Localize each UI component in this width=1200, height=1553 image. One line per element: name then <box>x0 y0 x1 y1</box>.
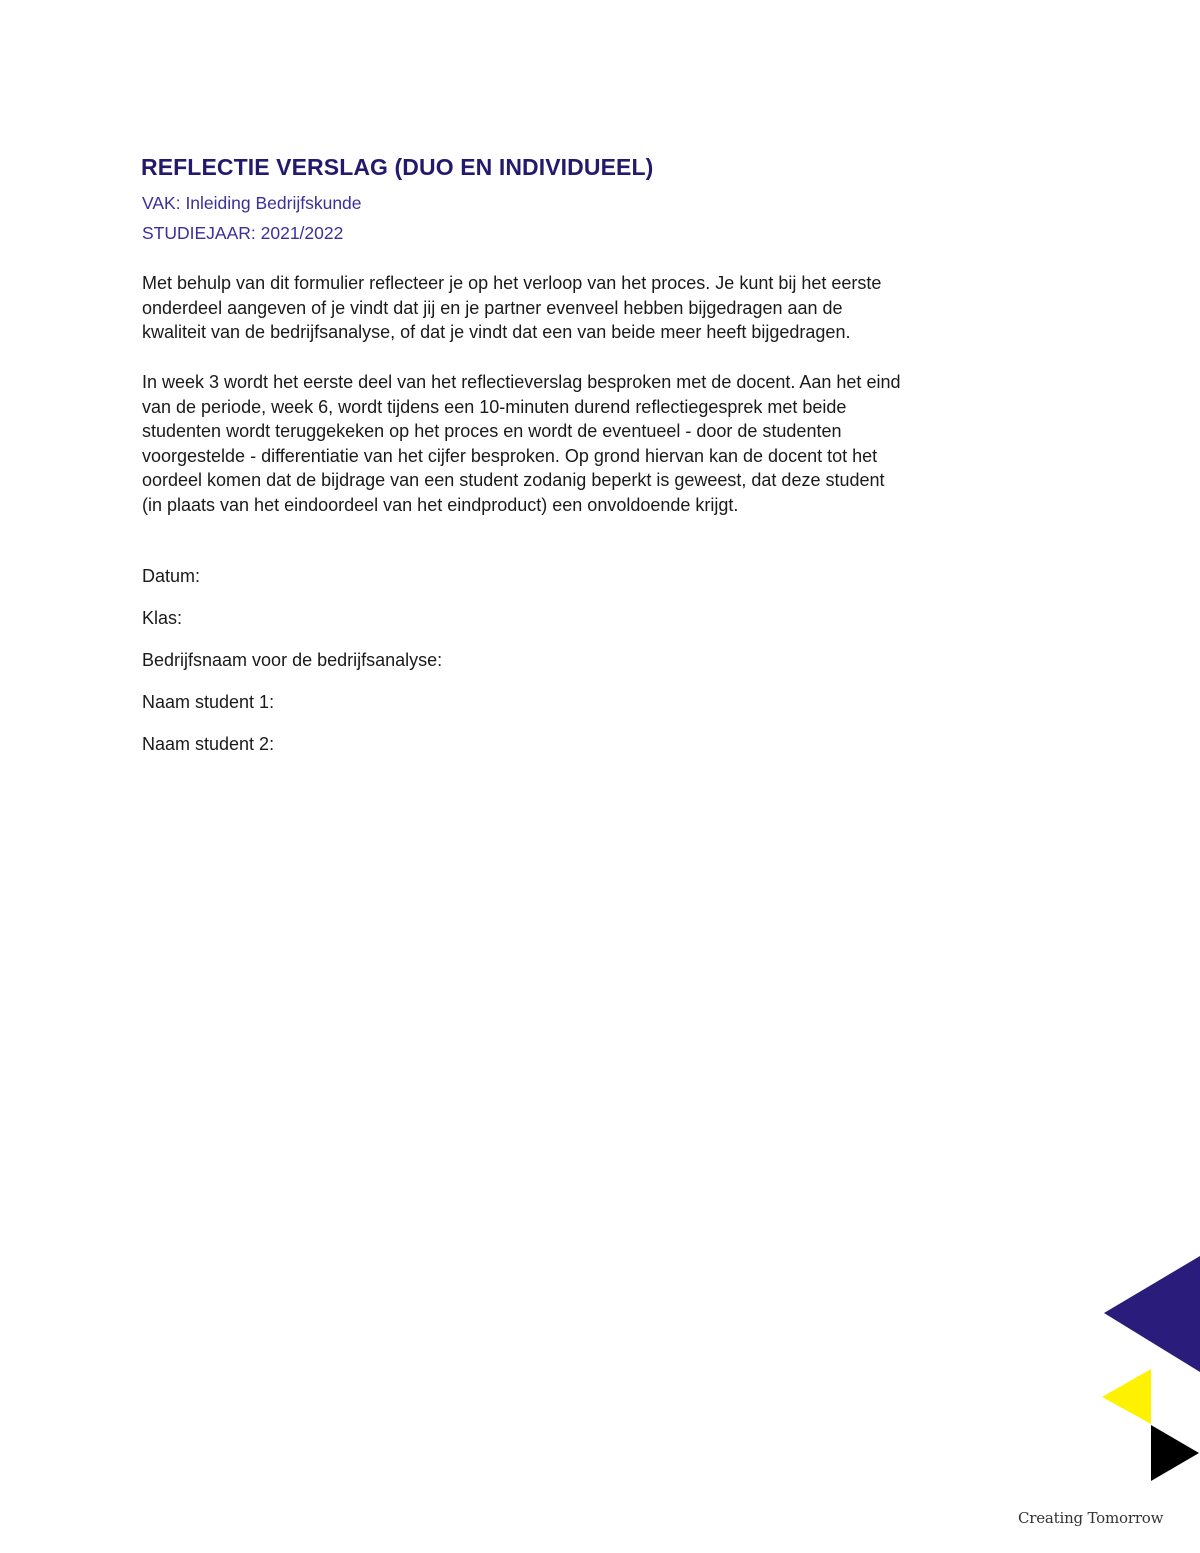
paragraph-line: voorgestelde - differentiatie van het cijfer besproken. Op grond hiervan kan de docent tot het <box>142 445 878 466</box>
field-label: Naam student 1: <box>142 692 275 712</box>
paragraph-line: Met behulp van dit formulier reflecteer je op het verloop van het proces. Je kunt bij het eerste <box>142 273 882 293</box>
paragraph-line: kwaliteit van de bedrijfsanalyse, of dat je vindt dat een van beide meer heeft bijgedragen. <box>142 322 851 343</box>
paragraph-line: studenten wordt teruggekeken op het proces en wordt de eventueel - door de studenten <box>142 421 842 442</box>
study-year-label: STUDIEJAAR: 2021/2022 <box>142 223 344 243</box>
paragraph-line: (in plaats van het eindoordeel van het eindproduct) een onvoldoende krijgt. <box>142 494 739 515</box>
navy-triangle-icon <box>1104 1256 1200 1372</box>
yellow-triangle-icon <box>1102 1369 1151 1424</box>
field-student-1 <box>142 691 274 713</box>
field-klas <box>142 607 182 629</box>
course-label: VAK: Inleiding Bedrijfskunde <box>142 193 362 213</box>
field-bedrijfsnaam <box>142 649 442 671</box>
field-label: Datum: <box>142 566 201 586</box>
paragraph-line: oordeel komen dat de bijdrage van een student zodanig beperkt is geweest, dat deze student <box>142 470 885 491</box>
field-student-2 <box>142 733 274 755</box>
field-datum <box>142 565 200 587</box>
footer-tagline: Creating Tomorrow <box>1018 1509 1164 1527</box>
document-title: REFLECTIE VERSLAG (DUO EN INDIVIDUEEL) <box>141 154 654 180</box>
field-label: Klas: <box>142 608 183 628</box>
process-paragraph <box>142 370 900 518</box>
intro-paragraph <box>142 271 881 345</box>
paragraph-line: van de periode, week 6, wordt tijdens een 10-minuten durend reflectiegesprek met beide <box>142 396 847 417</box>
paragraph-line: In week 3 wordt het eerste deel van het reflectieverslag besproken met de docent. Aan het eind <box>142 372 901 392</box>
black-triangle-icon <box>1151 1425 1199 1481</box>
paragraph-line: onderdeel aangeven of je vindt dat jij en je partner evenveel hebben bijgedragen aan de <box>142 297 843 318</box>
field-label: Bedrijfsnaam voor de bedrijfsanalyse: <box>142 650 443 670</box>
field-label: Naam student 2: <box>142 734 275 754</box>
